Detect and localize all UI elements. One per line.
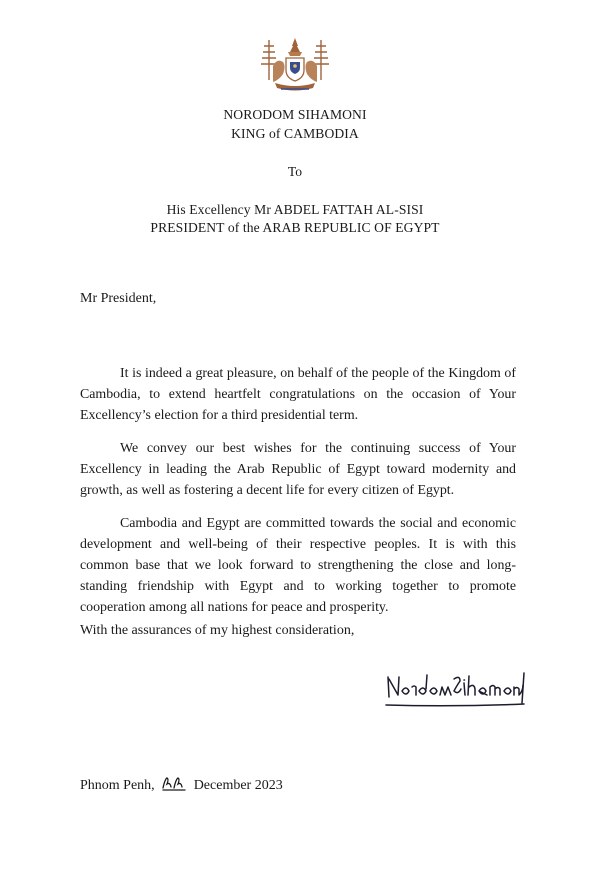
- body-paragraph-1: It is indeed a great pleasure, on behalf of the people of the Kingdom of Cambodia, to extend heartfelt congratulations on the occasion of Your Excellency’s election for a third presidential term.: [80, 366, 516, 423]
- sender-name: NORODOM SIHAMONI: [223, 107, 367, 122]
- recipient-line-2: PRESIDENT of the ARAB REPUBLIC OF EGYPT: [150, 220, 440, 235]
- recipient-line-1: His Excellency Mr ABDEL FATTAH AL-SISI: [166, 202, 424, 217]
- to-label: To: [287, 164, 303, 179]
- royal-coat-of-arms-icon: [259, 36, 331, 94]
- handwritten-signature-icon: [384, 667, 530, 711]
- closing-line: With the assurances of my highest consideration,: [80, 623, 355, 638]
- body-paragraph-3: Cambodia and Egypt are committed towards the social and economic development and well-being of their respective peoples. It is with this common base that we look forward to strengthening the close and long-standing friendship with Egypt and to working together to promote cooperation among all nations for peace and prosperity.: [80, 516, 516, 615]
- body-paragraph-2: We convey our best wishes for the continuing success of Your Excellency in leading the Arab Republic of Egypt toward modernity and growth, as well as fostering a decent life for every citizen of Egypt.: [80, 441, 516, 498]
- dateline-month-year: December 2023: [193, 778, 283, 793]
- dateline: [80, 774, 283, 794]
- handwritten-day-icon: [161, 774, 187, 792]
- salutation: Mr President,: [80, 291, 157, 306]
- dateline-place: Phnom Penh,: [80, 778, 155, 793]
- sender-title: KING of CAMBODIA: [231, 126, 359, 141]
